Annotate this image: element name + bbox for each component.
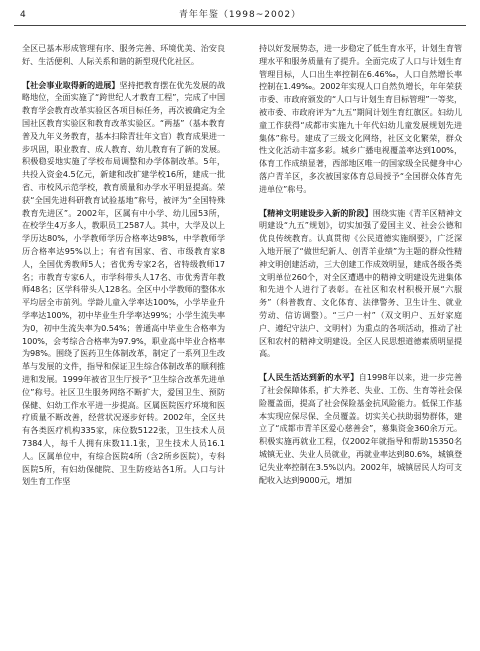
living-standards-paragraph xyxy=(259,371,462,486)
section-body: 自1998年以来，进一步完善了社会保障体系，扩大养老、失业、工伤、生育等社会保险覆盖面，提高了社会保险基金抗风险能力。低保工作基本实现应保尽保、全员覆盖。切实关心扶助弱势群体，建立了“成都市青羊区爱心慈善会”，募集资金360余万元。积极实施再就业工程，仅2002年就指导和帮助15350名城镇无业、失业人员就业，再就业率达到80.6%，城镇登记失业率控制在3.5%以内。2002年，城镇居民人均可支配收入达到9000元，增加 xyxy=(259,372,462,485)
section-heading: 【精神文明建设步入新的阶段】 xyxy=(259,207,373,218)
paragraph-gap xyxy=(259,360,462,371)
paragraph-gap xyxy=(22,68,225,79)
section-heading: 【人民生活达到新的水平】 xyxy=(259,372,359,383)
social-affairs-paragraph xyxy=(22,79,225,489)
paragraph-gap xyxy=(259,196,462,207)
spiritual-civilization-paragraph xyxy=(259,207,462,361)
section-body: 坚持把教育摆在优先发展的战略地位，全面实施了“跨世纪人才教育工程”，完成了中国教育学会教育改革实验区各项目标任务，再次被确定为全国社区教育实验区和教育改革实验区。“两基”（基本教育普及九年义务教育，基本扫除青壮年文盲）教育成果进一步巩固，职业教育、成人教育、幼儿教育有了新的发展。积极稳妥地实施了学校布局调整和办学体制改革。5年，共投入资金4.5亿元，新建和改扩建学校16所，建成一批省、市校风示范学校，教育质量和办学水平明显提高。荣获“全国先进科研教育试验基地”称号，被评为“全国特殊教育先进区”。2002年，区属有中小学、幼儿园53所，在校学生4万多人，教职员工2587人。其中，大学及以上学历达80%，小学教师学历合格率达98%，中学教师学历合格率达95%以上；有省有国家、省、市级教育家8人，全国优秀教师5人；省优秀专家2名，省特级教师17名；市教育专家6人，市学科带头人17名、市优秀青年教师48名；区学科带头人128名。全区中小学教师的整体水平均居全市前列。学龄儿童入学率达100%，小学毕业升学率达100%，初中毕业生升学率达99%；小学生流失率为0，初中生流失率为0.54%；普通高中毕业生合格率为100%，会考综合合格率为97.9%，职业高中毕业合格率为98%。围绕了医药卫生体制改革，制定了一系列卫生改革与发展的文件，指导和保证卫生综合体制改革的顺利推进和发展。1999年被省卫生厅授予“卫生综合改革先进单位”称号。社区卫生服务网络不断扩大，爱国卫生、预防保健、妇幼工作水平进一步提高。区属医院医疗环境和医疗质量不断改善，经营状况逐步好转。2002年，全区共有各类医疗机构335家，床位数5122张，卫生技术人员7384人，每千人拥有床数11.1张，卫生技术人员16.1人。区属单位中，有综合医院4所（含2所乡医院），专科医院5所，有妇幼保健院、卫生防疫站各1所。人口与计划生育工作坚 xyxy=(22,79,225,487)
left-column xyxy=(22,42,225,642)
page-number: 4 xyxy=(20,10,26,20)
running-title: 青年年鉴（1998~2002） xyxy=(178,10,302,20)
right-column xyxy=(259,42,462,642)
intro-paragraph: 全区已基本形成管理有序、服务完善、环境优美、治安良好、生活便利、人际关系和谐的新型现代化社区。 xyxy=(22,43,225,66)
continued-paragraph: 持以好发展势态，进一步稳定了低生育水平，计划生育管理水平和服务质量有了提升。全面完成了人口与计划生育管理目标，人口出生率控制在6.46‰，人口自然增长率控制在1.49‰。2002年实现人口自然负增长，年年荣获市委、市政府颁发的“人口与计划生育目标管理”一等奖，被市委、市政府评为“九五”期间计划生育红旗区。妇幼儿童工作获得“成都市实施九十年代妇幼儿童发展规划先进集体”称号。建成了三级文化网络，社区文化繁荣，群众性文化活动丰富多彩。城乡广播电视覆盖率达到100%，体育工作成绩显著，西部地区唯一的国家级全民健身中心落户青羊区，多次被国家体育总局授予“全国群众体育先进单位”称号。 xyxy=(259,43,462,194)
running-header xyxy=(14,8,466,22)
section-body: 围绕实施《青羊区精神文明建设“九五”规划》，切实加强了爱国主义、社会公德和优良传统教育。认真贯彻《公民道德实施纲要》，广泛深入地开展了“做世纪新人、创青羊业绩”为主题的群众性精神文明创建活动，三大创建工作成效明显，建成各级各类文明单位260个，对全区遭遇中的精神文明建设先进集体和先进个人进行了表彰。在社区和农村积极开展“六服务”（科普教育、文化体育、法律警务、卫生计生、就业劳动、信访调整）。“三户一村”（双文明户、五好家庭户、遵纪守法户、文明村）为重点的各项活动，推动了社区和农村的精神文明建设。全区人民思想道德素质明显提高。 xyxy=(259,207,462,359)
section-heading: 【社会事业取得新的进展】 xyxy=(22,79,120,90)
header-rule xyxy=(14,25,466,26)
